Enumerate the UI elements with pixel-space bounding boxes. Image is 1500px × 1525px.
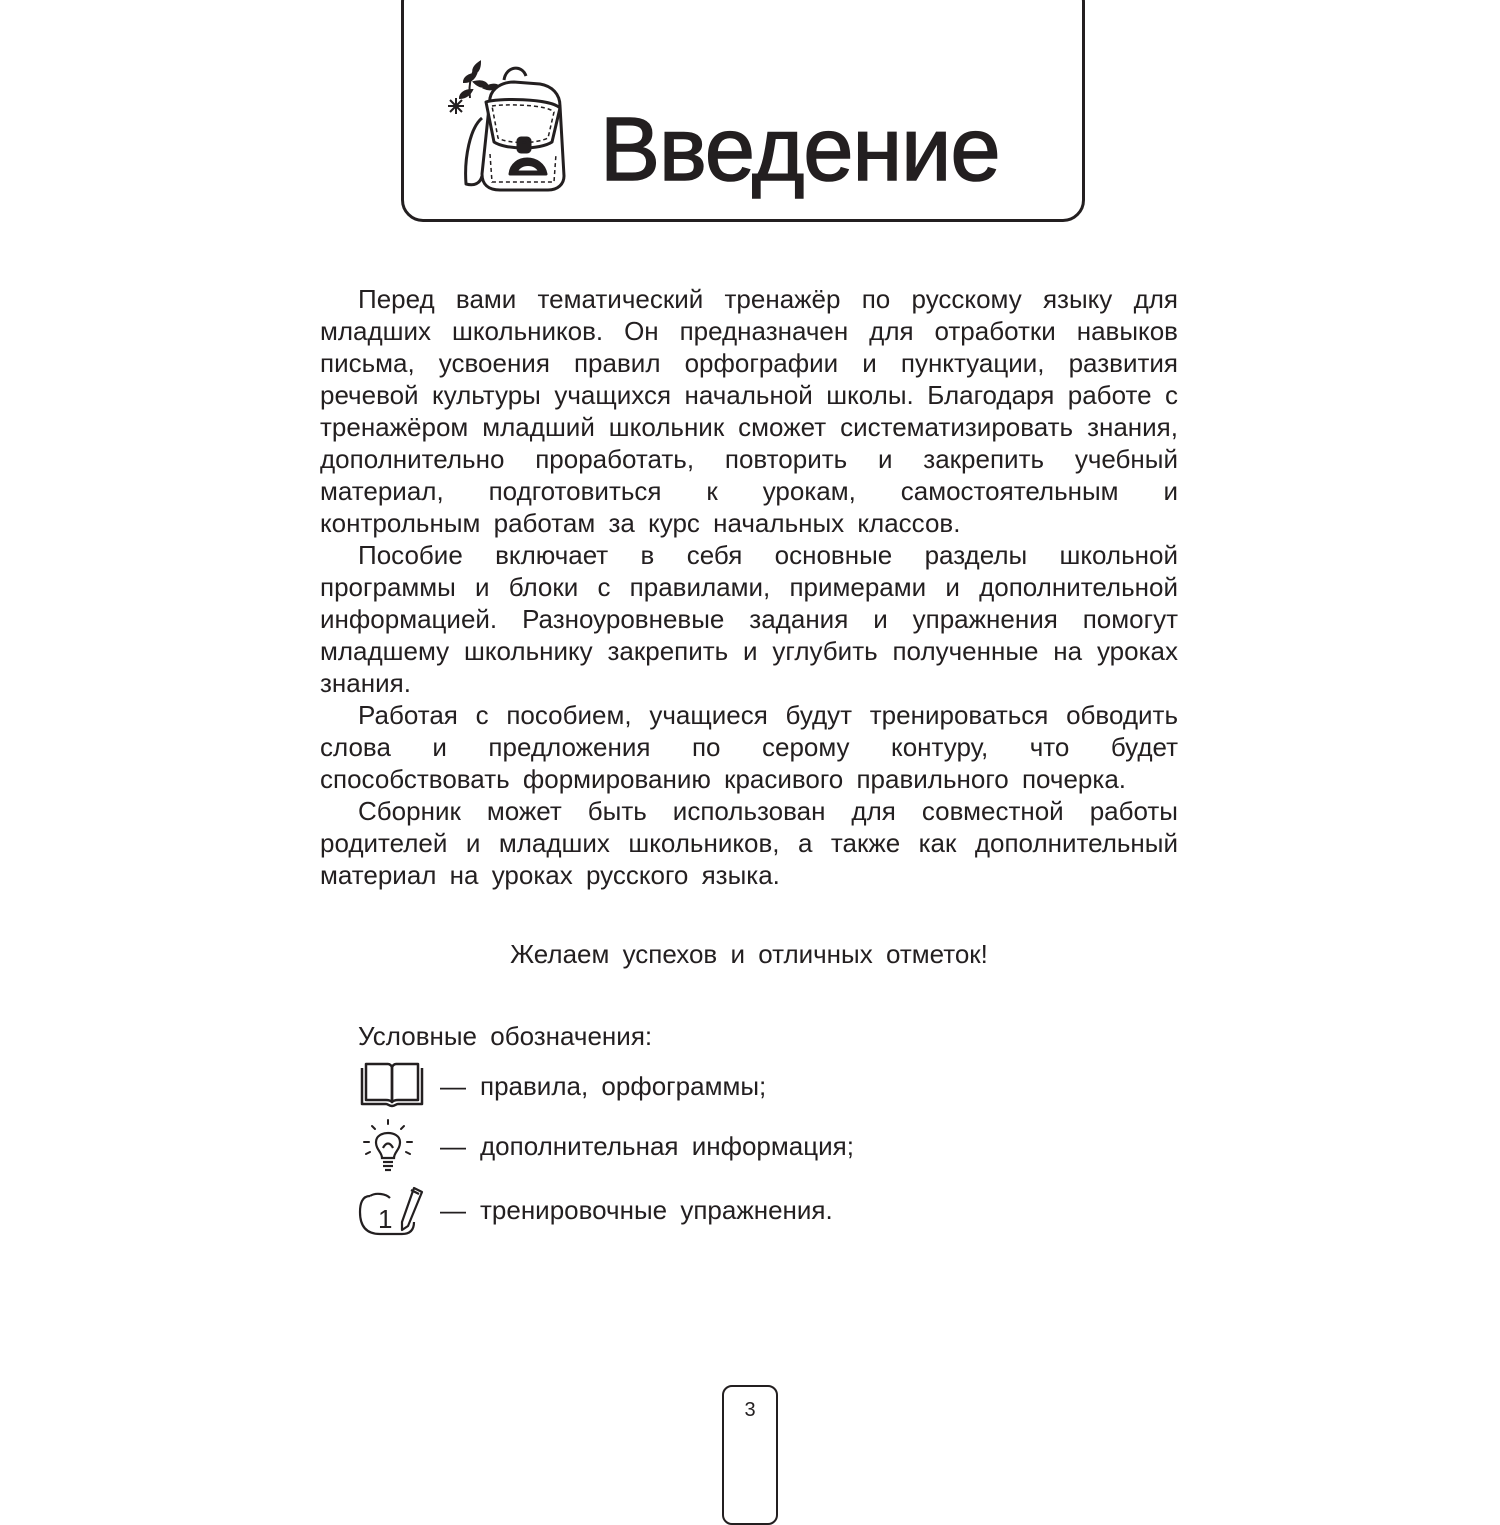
- intro-paragraph: Перед вами тематический тренажёр по русскому языку для младших школьников. Он предназначен для отработки навыков письма, усвоения правил орфографии и пунктуации, развития речевой культуры учащихся начальной школы. Благодаря работе с тренажёром младший школьник сможет систематизировать знания, дополнительно проработать, повторить и закрепить учебный материал, подготовиться к урокам, самостоятельным и контрольным работам за курс начальных классов.: [320, 284, 1178, 538]
- pencil-number-icon: [356, 1182, 428, 1238]
- legend-label: дополнительная информация;: [480, 1130, 854, 1161]
- page-title: Введение: [600, 100, 1000, 200]
- wish-line: Желаем успехов и отличных отметок!: [510, 939, 988, 969]
- intro-text: [320, 283, 1178, 891]
- open-book-icon: [356, 1058, 428, 1114]
- page-number-tab: [722, 1385, 778, 1525]
- lightbulb-icon: [356, 1118, 428, 1174]
- legend-item-info: [356, 1118, 854, 1174]
- intro-paragraph: Пособие включает в себя основные разделы школьной программы и блоки с правилами, примерами и дополнительной информацией. Разноуровневые задания и упражнения помогут младшему школьнику закрепить и углубить полученные на уроках знания.: [320, 540, 1178, 698]
- page-number: 3: [744, 1399, 756, 1421]
- legend-dash: —: [440, 1070, 466, 1101]
- legend-label: правила, орфограммы;: [480, 1070, 767, 1101]
- backpack-icon: [440, 58, 580, 198]
- exercise-number: 1: [378, 1204, 393, 1234]
- intro-paragraph: Работая с пособием, учащиеся будут тренироваться обводить слова и предложения по серому контуру, что будет способствовать формированию красивого правильного почерка.: [320, 700, 1178, 794]
- legend-dash: —: [440, 1194, 466, 1225]
- legend-item-exercises: [356, 1182, 833, 1238]
- legend-label: тренировочные упражнения.: [480, 1194, 833, 1225]
- legend-title: Условные обозначения:: [358, 1021, 653, 1051]
- intro-paragraph: Сборник может быть использован для совместной работы родителей и младших школьников, а также как дополнительный материал на уроках русского языка.: [320, 796, 1178, 890]
- legend-dash: —: [440, 1130, 466, 1161]
- legend-item-rules: [356, 1058, 766, 1114]
